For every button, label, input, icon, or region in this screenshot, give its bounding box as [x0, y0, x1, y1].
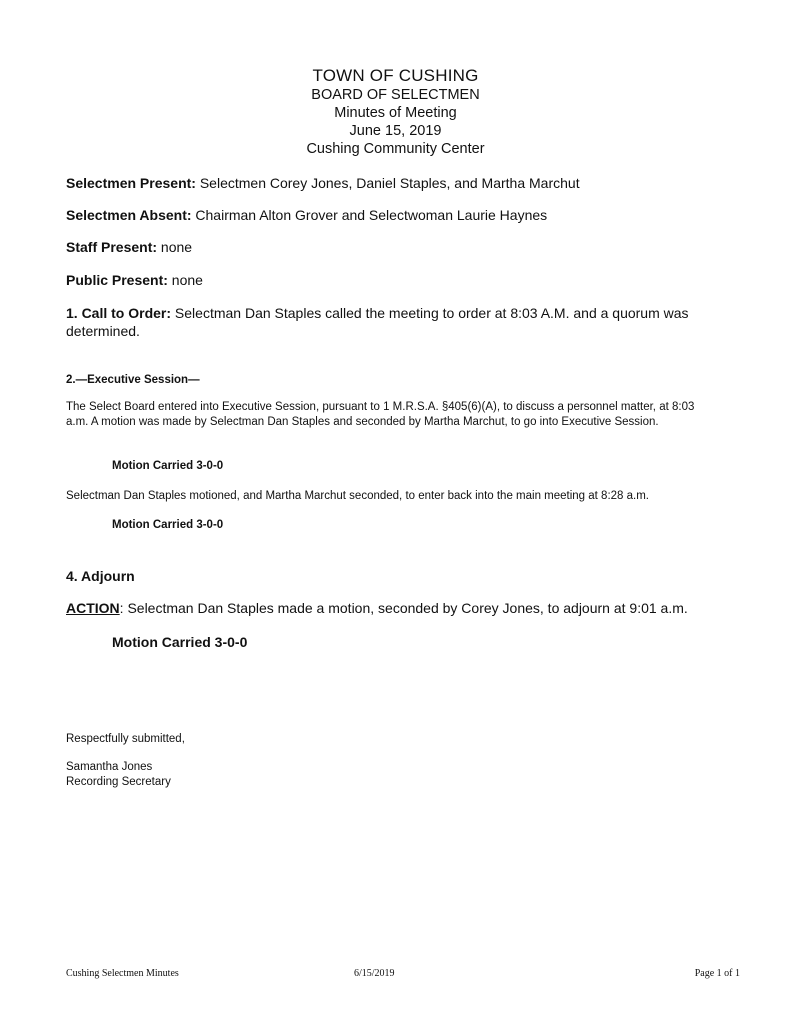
return-to-meeting-paragraph: Selectman Dan Staples motioned, and Martha Marchut seconded, to enter back into the main meeting at 8:28 a.m.	[66, 490, 649, 502]
motion-carried-3	[66, 633, 791, 651]
footer-document-name: Cushing Selectmen Minutes	[66, 968, 179, 979]
footer-page-number: Page 1 of 1	[694, 968, 740, 979]
board-title: BOARD OF SELECTMEN	[311, 87, 480, 103]
meeting-location: Cushing Community Center	[306, 141, 485, 157]
action-label: ACTION	[66, 600, 120, 616]
motion-carried-2-text: Motion Carried 3-0-0	[112, 519, 224, 531]
staff-present	[66, 238, 746, 256]
motion-carried-2	[66, 518, 791, 533]
staff-present-label: Staff Present:	[66, 239, 158, 255]
executive-session-heading	[66, 373, 746, 388]
motion-carried-3-text: Motion Carried 3-0-0	[112, 634, 248, 650]
document-header	[0, 66, 791, 158]
adjourn-action	[66, 599, 746, 617]
selectmen-absent-label: Selectmen Absent:	[66, 207, 192, 223]
public-present	[66, 271, 746, 289]
meeting-date: June 15, 2019	[349, 123, 442, 139]
call-to-order-label: 1. Call to Order:	[66, 305, 172, 321]
secretary-title: Recording Secretary	[66, 776, 171, 788]
selectmen-present	[66, 174, 746, 192]
adjourn-heading-text: 4. Adjourn	[66, 568, 135, 584]
public-present-label: Public Present:	[66, 272, 168, 288]
footer-date: 6/15/2019	[354, 968, 395, 979]
call-to-order	[66, 304, 726, 340]
motion-carried-1	[66, 459, 791, 474]
selectmen-absent-value: Chairman Alton Grover and Selectwoman Laurie Haynes	[191, 207, 548, 223]
selectmen-absent	[66, 206, 746, 224]
selectmen-present-value: Selectmen Corey Jones, Daniel Staples, and Martha Marchut	[195, 175, 580, 191]
call-to-order-text: Selectman Dan Staples called the meeting to order at 8:03 A.M. and a quorum was determined.	[66, 305, 689, 339]
adjourn-heading	[66, 567, 746, 585]
secretary-name: Samantha Jones	[66, 761, 153, 773]
public-present-value: none	[167, 272, 203, 288]
action-text: : Selectman Dan Staples made a motion, seconded by Corey Jones, to adjourn at 9:01 a.m.	[119, 600, 688, 616]
executive-session-paragraph: The Select Board entered into Executive Session, pursuant to 1 M.R.S.A. §405(6)(A), to discuss a personnel matter, at 8:03 a.m. A motion was made by Selectman Dan Staples and seconded by Martha Marchut, to go into Executive Session.	[66, 401, 695, 428]
closing-line: Respectfully submitted,	[66, 733, 185, 745]
document-type: Minutes of Meeting	[334, 105, 457, 121]
motion-carried-1-text: Motion Carried 3-0-0	[112, 460, 224, 472]
town-title: TOWN OF CUSHING	[312, 66, 479, 85]
executive-session-heading-text: 2.—Executive Session—	[66, 374, 200, 386]
selectmen-present-label: Selectmen Present:	[66, 175, 196, 191]
staff-present-value: none	[157, 239, 193, 255]
